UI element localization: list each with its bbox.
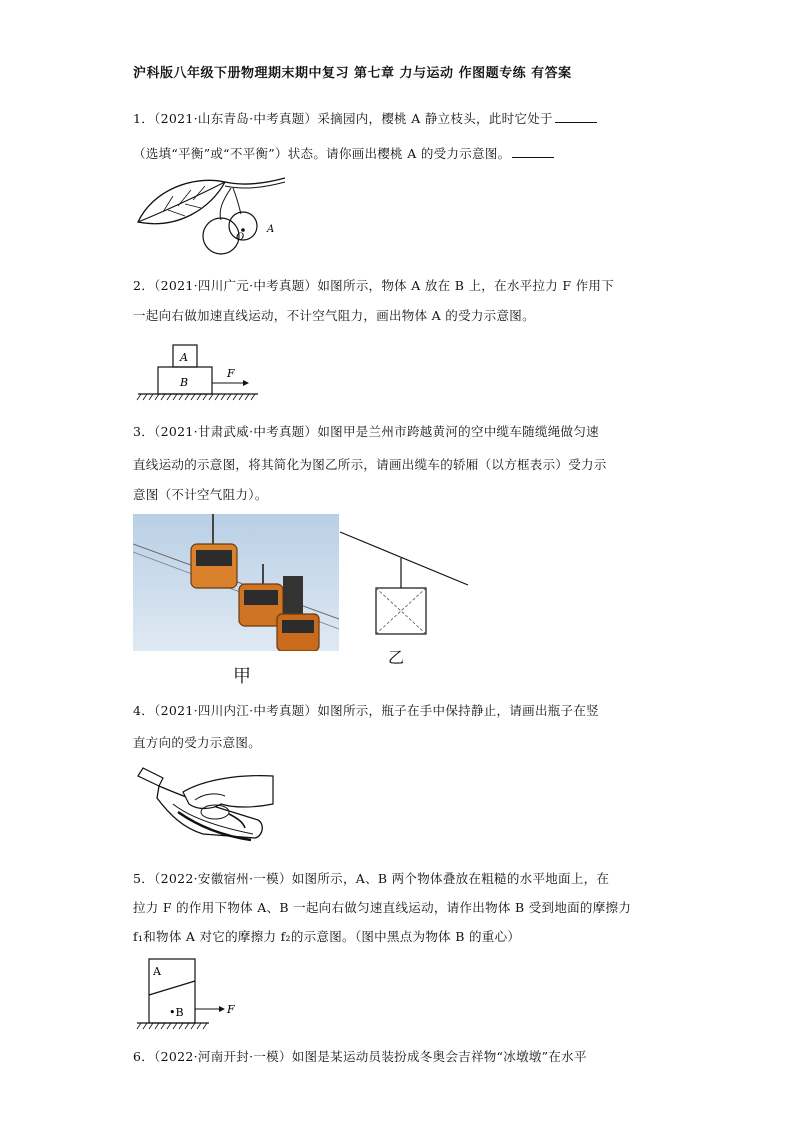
page-title: 沪科版八年级下册物理期末期中复习 第七章 力与运动 作图题专练 有答案	[133, 66, 572, 81]
q5-line-1: 5．（2022·安徽宿州·一模）如图所示，A、B 两个物体叠放在粗糙的水平地面上，在	[133, 871, 610, 886]
q5-label-a: A	[153, 965, 161, 978]
q1-blank-1[interactable]	[555, 110, 597, 123]
q1-line-1	[133, 110, 597, 127]
q2-label-a: A	[180, 351, 188, 364]
q3-line-3: 意图（不计空气阻力）。	[133, 487, 268, 502]
q1-blank-2[interactable]	[512, 145, 554, 158]
q2-line-1: 2．（2021·四川广元·中考真题）如图所示，物体 A 放在 B 上，在水平拉力 F 作用下	[133, 278, 614, 293]
q3-line-2: 直线运动的示意图，将其简化为图乙所示，请画出缆车的轿厢（以方框表示）受力示	[133, 457, 607, 472]
q4-bottle-in-hand-figure	[133, 764, 278, 849]
q4-line-2: 直方向的受力示意图。	[133, 735, 262, 750]
q1-label-o: O	[236, 232, 245, 243]
q5-line-3: f₁和物体 A 对它的摩擦力 f₂的示意图。（图中黑点为物体 B 的重心）	[133, 929, 521, 944]
q2-line-2: 一起向右做加速直线运动，不计空气阻力，画出物体 A 的受力示意图。	[133, 308, 535, 323]
q4-line-1: 4．（2021·四川内江·中考真题）如图所示，瓶子在手中保持静止，请画出瓶子在竖	[133, 703, 599, 718]
q3-line-1: 3．（2021·甘肃武威·中考真题）如图甲是兰州市跨越黄河的空中缆车随缆绳做匀速	[133, 424, 599, 439]
q1-text-1: 1．（2021·山东青岛·中考真题）采摘园内，樱桃 A 静立枝头，此时它处于	[133, 111, 553, 126]
q5-stacked-blocks-figure	[133, 955, 258, 1035]
q1-cherry-figure	[133, 170, 293, 260]
q2-blocks-figure	[133, 340, 273, 410]
q2-label-f: F	[227, 367, 235, 380]
q3-caption-jia: 甲	[233, 666, 252, 687]
q1-label-a: A	[267, 224, 275, 235]
q5-label-f: F	[227, 1003, 235, 1016]
q1-line-2	[133, 145, 554, 162]
q6-line-1: 6．（2022·河南开封·一模）如图是某运动员装扮成冬奥会吉祥物“冰墩墩”在水平	[133, 1049, 587, 1064]
q3-cable-car-photo	[133, 514, 339, 651]
q3-simplified-diagram	[338, 530, 473, 640]
q5-label-b: •B	[169, 1006, 184, 1019]
q5-line-2: 拉力 F 的作用下物体 A、B 一起向右做匀速直线运动，请作出物体 B 受到地面的摩擦力	[133, 900, 632, 915]
q1-text-2: （选填“平衡”或“不平衡”）状态。请你画出樱桃 A 的受力示意图。	[133, 146, 511, 161]
q3-caption-yi: 乙	[388, 648, 405, 667]
q2-label-b: B	[180, 376, 189, 389]
